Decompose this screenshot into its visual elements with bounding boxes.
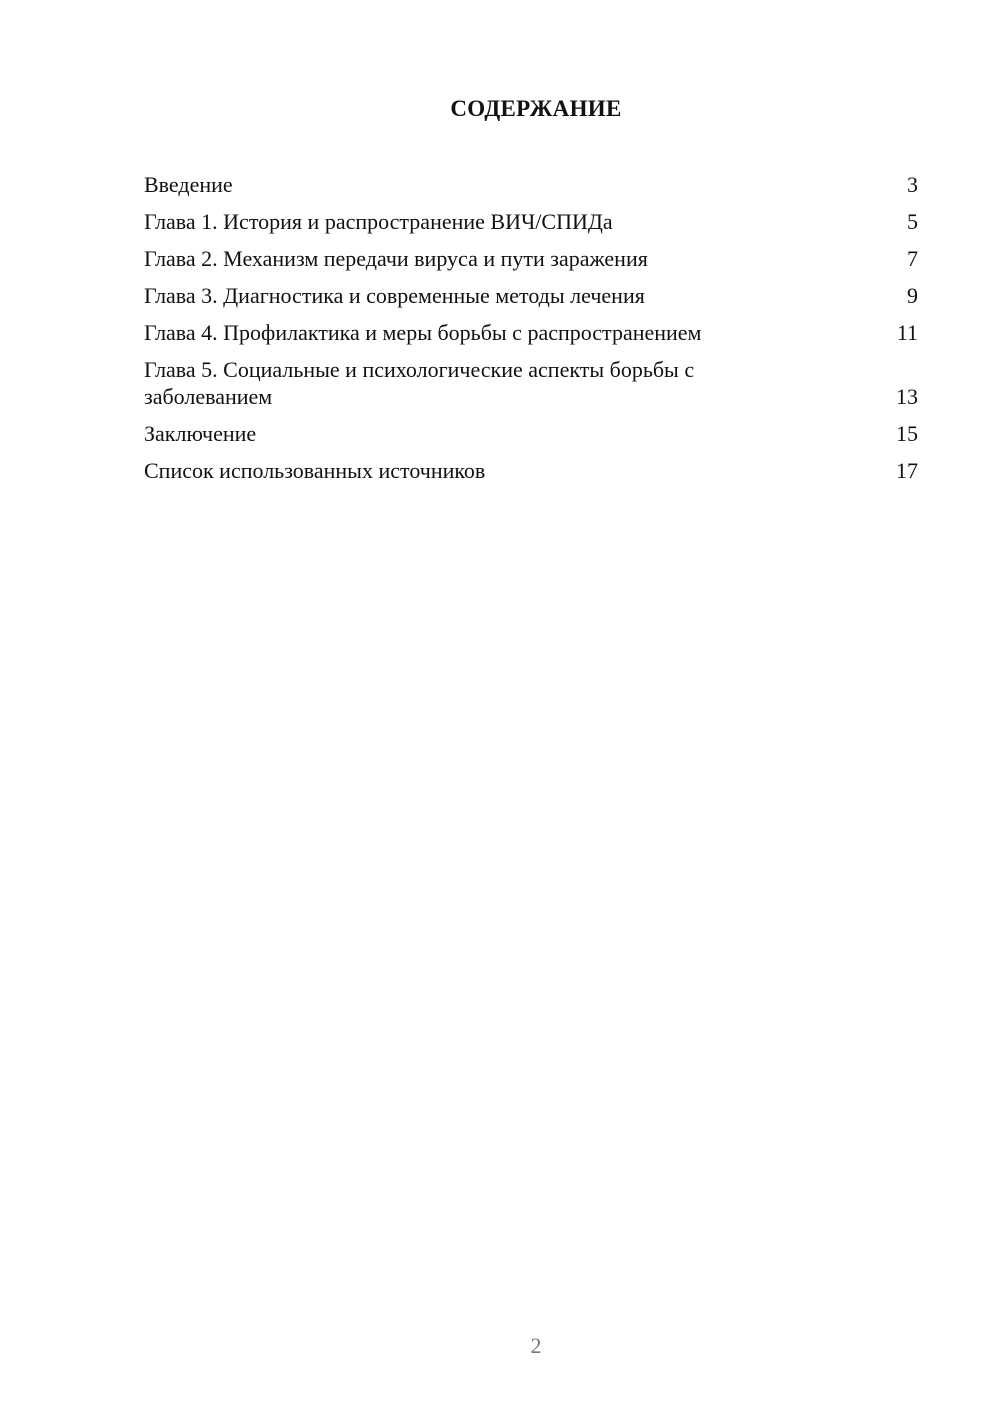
toc-entry (144, 420, 918, 447)
table-of-contents (144, 171, 918, 494)
toc-entry-title: Глава 3. Диагностика и современные методы лечения (144, 283, 645, 308)
toc-entry-page: 17 (896, 458, 918, 483)
toc-entry-page: 9 (907, 283, 918, 308)
toc-entry-page: 7 (907, 246, 918, 271)
toc-entry (144, 282, 918, 309)
toc-entry-title: Введение (144, 172, 233, 197)
toc-entry (144, 319, 918, 346)
toc-entry-title: Список использованных источников (144, 458, 486, 483)
toc-entry (144, 457, 918, 484)
toc-entry (144, 208, 918, 235)
toc-entry-page: 5 (907, 209, 918, 234)
toc-entry-page: 3 (907, 172, 918, 197)
toc-entry-title: Глава 2. Механизм передачи вируса и пути заражения (144, 246, 648, 271)
toc-entry (144, 171, 918, 198)
toc-entry-title: Глава 1. История и распространение ВИЧ/СПИДа (144, 209, 613, 234)
toc-entry-title: Заключение (144, 421, 257, 446)
toc-entry-title: Глава 5. Социальные и психологические аспекты борьбы с заболеванием (144, 357, 695, 409)
page-number: 2 (530, 1333, 542, 1358)
toc-entry (144, 356, 918, 410)
toc-title: СОДЕРЖАНИЕ (450, 96, 622, 121)
toc-entry-page: 15 (896, 421, 918, 446)
toc-entry-page: 13 (896, 384, 918, 409)
toc-entry-page: 11 (896, 320, 918, 345)
toc-entry (144, 245, 918, 272)
toc-entry-title: Глава 4. Профилактика и меры борьбы с распространением (144, 320, 702, 345)
